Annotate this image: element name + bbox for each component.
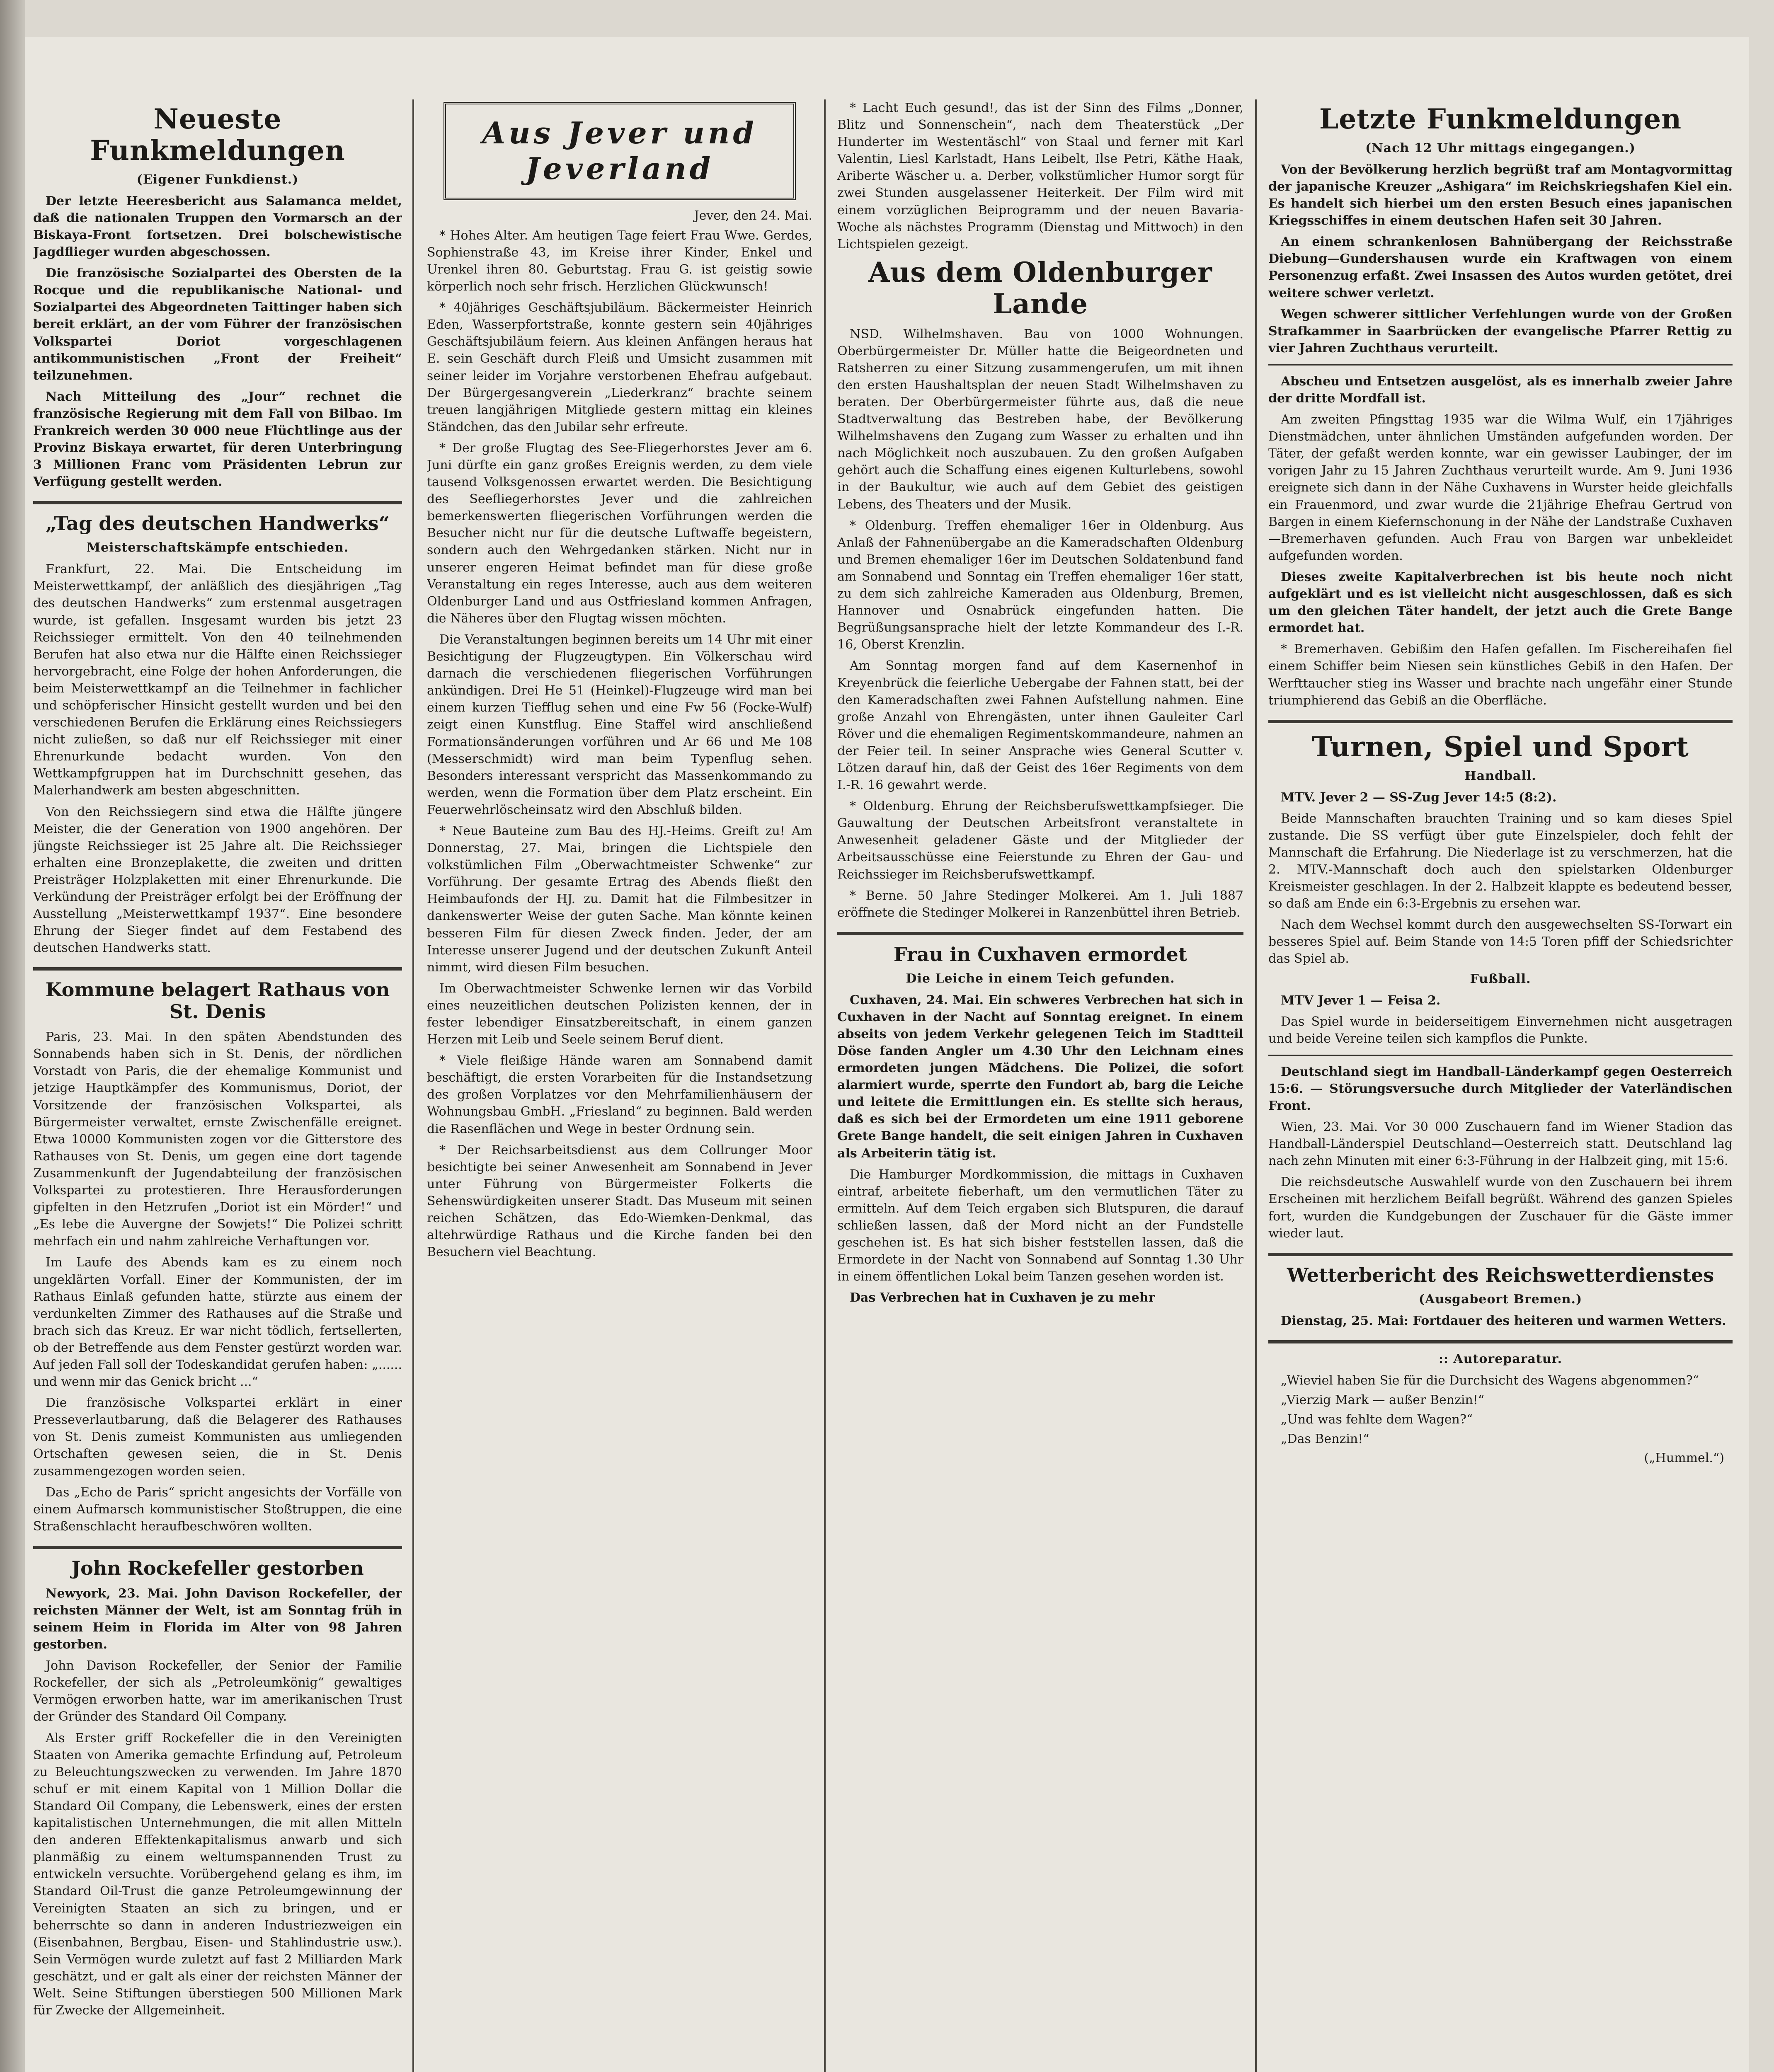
- divider: [33, 1546, 402, 1549]
- headline: Wetterbericht des Reichswetterdienstes: [1287, 1264, 1714, 1286]
- paragraph: * Viele fleißige Hände waren am Sonnabend damit beschäftigt, die ersten Vorarbeiten für die Instandsetzung des großen Vorplatzes vor den Mehrfamilienhäusern der Wohnungsbau GmbH. „Friesland“ zu beginnen. Bald werden die Rasenflächen und Wege in bester Ordnung sein.: [427, 1053, 812, 1136]
- quote-line: „Wieviel haben Sie für die Durchsicht des Wagens abgenommen?“: [1281, 1373, 1699, 1388]
- paragraph: Die reichsdeutsche Auswahlelf wurde von den Zuschauern bei ihrem Erscheinen mit herzlichem Beifall begrüßt. Während des ganzen Spieles fort, wurden die Kundgebungen der Zuschauer für die Gäste immer wieder laut.: [1268, 1175, 1733, 1241]
- paragraph: Die französische Volkspartei erklärt in einer Presseverlautbarung, daß die Belagerer des Rathauses von St. Denis zumeist Kommunisten aus umliegenden Ortschaften gewesen seien, die in St. Denis zusammengezogen worden seien.: [33, 1396, 402, 1479]
- paragraph: Das „Echo de Paris“ spricht angesichts der Vorfälle von einem Aufmarsch kommunistischer Stoßtruppen, die eine Straßenschlacht heraufbeschwören wollten.: [33, 1485, 402, 1534]
- paragraph: * Der Reichsarbeitsdienst aus dem Collrunger Moor besichtigte bei seiner Anwesenheit am Sonnabend in Jever unter Führung von Bürgermeister Folkerts die Sehenswürdigkeiten unserer Stadt. Das Museum mit seinen reichen Schätzen, das Edo-Wiemken-Denkmal, das altehrwürdige Rathaus und die Kirche fanden bei den Besuchern viel Beachtung.: [427, 1143, 812, 1260]
- headline: John Rockefeller gestorben: [71, 1556, 364, 1579]
- headline: Turnen, Spiel und Sport: [1312, 730, 1689, 763]
- headline: Neueste Funkmeldungen: [90, 103, 345, 167]
- subheadline: :: Autoreparatur.: [1438, 1351, 1563, 1366]
- paragraph: Im Oberwachtmeister Schwenke lernen wir das Vorbild eines neuzeitlichen deutschen Polizisten kennen, der in fester lebendiger Einsatzbereitschaft, in einem ganzen Herzen mit Leib und Seele seinem Beruf dient.: [427, 981, 812, 1047]
- divider: [1268, 1253, 1733, 1256]
- divider: [33, 501, 402, 504]
- subheadline: Meisterschaftskämpfe entschieden.: [86, 540, 349, 555]
- paragraph: Die Veranstaltungen beginnen bereits um 14 Uhr mit einer Besichtigung der Flugzeugtypen. Ein Völkerschau wird darnach die verschiedenen fliegerischen Vorführungen ankündigen. Drei He 51 (Heinkel)-Flugzeuge wird man bei einem kurzen Tiefflug sehen und eine Fw 56 (Focke-Wulf) zeigt einen Kunstflug. Eine Staffel wird anschließend Formationsänderungen vorführen und Ar 66 und Me 108 (Messerschmidt) wird man beim Typenflug sehen. Besonders interessant verspricht das Massenkommando zu werden, wenn die Formation über dem Platz erscheint. Ein Feuerwehrlöscheinsatz wird den Abschluß bilden.: [427, 632, 812, 817]
- divider: [837, 932, 1243, 935]
- column-2: [427, 99, 812, 2072]
- paragraph: Newyork, 23. Mai. John Davison Rockefeller, der reichsten Männer der Welt, ist am Sonntag früh in seinem Heim in Florida im Alter von 98 Jahren gestorben.: [33, 1586, 402, 1652]
- paragraph: Dienstag, 25. Mai: Fortdauer des heiteren und warmen Wetters.: [1281, 1313, 1726, 1328]
- paragraph: Von der Bevölkerung herzlich begrüßt traf am Montagvormittag der japanische Kreuzer „Ashigara“ im Reichskriegshafen Kiel ein. Es handelt sich hierbei um den ersten Besuch eines japanischen Kriegsschiffes in einem deutschen Hafen seit 30 Jahren.: [1268, 162, 1733, 228]
- headline: „Tag des deutschen Handwerks“: [45, 512, 390, 535]
- paragraph: * Neue Bauteine zum Bau des HJ.-Heims. Greift zu! Am Donnerstag, 27. Mai, bringen die Lichtspiele den volkstümlichen Film „Oberwachtmeister Schwenke“ zur Vorführung. Der gesamte Ertrag des Abends fließt den Heimbaufonds der HJ. zu. Damit hat die Filmbesitzer in dankenswerter Weise der guten Sache. Man könnte keinen besseren Film für diesen Zweck finden. Jeder, der am Interesse unserer Jugend und der deutschen Zukunft Anteil nimmt, wird diesen Film besuchen.: [427, 823, 812, 975]
- divider: [1268, 1340, 1733, 1343]
- paragraph: John Davison Rockefeller, der Senior der Familie Rockefeller, der sich als „Petroleumkönig“ gewaltiges Vermögen erworben hatte, war im amerikanischen Trust der Gründer des Standard Oil Company.: [33, 1658, 402, 1724]
- page-binding-shadow: [0, 0, 25, 2072]
- subheadline: Handball.: [1464, 768, 1536, 783]
- paragraph: Nach dem Wechsel kommt durch den ausgewechselten SS-Torwart ein besseres Spiel auf. Beim Stande von 14:5 Toren pfiff der Schiedsrichter das Spiel ab.: [1268, 917, 1733, 966]
- paragraph: Die Hamburger Mordkommission, die mittags in Cuxhaven eintraf, arbeitete fieberhaft, um den vermutlichen Täter zu ermitteln. Auf dem Teich ergaben sich Blutspuren, die darauf schließen lassen, daß der Mord nicht an der Fundstelle geschehen ist. Es hat sich bisher feststellen lassen, daß die Ermordete in der Nacht von Sonnabend auf Sonntag 1.30 Uhr in einem öffentlichen Lokal beim Tanzen gesehen worden ist.: [837, 1167, 1243, 1284]
- subheadline: (Nach 12 Uhr mittags eingegangen.): [1365, 140, 1636, 155]
- paragraph: Von den Reichssiegern sind etwa die Hälfte jüngere Meister, die der Generation von 1900 angehören. Der jüngste Reichssieger ist 25 Jahre alt. Die Reichssieger erhalten eine Bronzeplakette, die zweiten und dritten Preisträger Holzplaketten mit einer Ehrenurkunde. Die Verkündung der Preisträger erfolgt bei der Eröffnung der Ausstellung „Meisterwettkampf 1937“. Eine besondere Ehrung der Sieger findet auf dem Festabend des deutschen Handwerks statt.: [33, 804, 402, 956]
- paragraph: * Der große Flugtag des See-Fliegerhorstes Jever am 6. Juni dürfte ein ganz großes Ereignis werden, zu dem viele tausend Volksgenossen erwartet werden. Die Besichtigung des Seefliegerhorstes Jever und die zahlreichen bemerkenswerten fliegerischen Vorführungen werden die Besucher nicht nur für die deutsche Luftwaffe begeistern, sondern auch den Wehrgedanken stärken. Nicht nur in unserer engeren Heimat befindet man für diese große Veranstaltung ein reges Interesse, auch aus dem weiteren Oldenburger Land und aus Ostfriesland kommen Anfragen, die Näheres über den Flugtag wissen möchten.: [427, 441, 812, 626]
- paragraph: Das Spiel wurde in beiderseitigem Einvernehmen nicht ausgetragen und beide Vereine teilen sich kampflos die Punkte.: [1268, 1014, 1733, 1046]
- paragraph: Paris, 23. Mai. In den späten Abendstunden des Sonnabends haben sich in St. Denis, der nördlichen Vorstadt von Paris, die der ehemalige Kommunist und jetzige Hauptkämpfer des Kommunismus, Doriot, der Vorsitzende der französischen Volkspartei, als Bürgermeister verwaltet, ernste Zwischenfälle ereignet. Etwa 10000 Kommunisten zogen vor die Gitterstore des Rathauses von St. Denis, um gegen eine dort tagende Zusammenkunft der Jugendabteilung der französischen Volkspartei zu protestieren. Ihre Herausforderungen gipfelten in den Hetzrufen „Doriot ist ein Mörder!“ und „Es lebe die Auvergne der Sowjets!“ Die Polizei schritt mehrfach ein und nahm zahlreiche Verhaftungen vor.: [33, 1030, 402, 1249]
- paragraph: Der letzte Heeresbericht aus Salamanca meldet, daß die nationalen Truppen den Vormarsch an der Biskaya-Front fortsetzen. Drei bolschewistische Jagdflieger wurden abgeschossen.: [33, 194, 402, 260]
- quote-line: „Das Benzin!“: [1281, 1432, 1369, 1447]
- paragraph: * 40jähriges Geschäftsjubiläum. Bäckermeister Heinrich Eden, Wasserpfortstraße, konnte gestern sein 40jähriges Geschäftsjubiläum feiern. Aus kleinen Anfängen heraus hat E. sein Geschäft durch Fleiß und Umsicht zusammen mit seiner leider im Vorjahre verstorbenen Ehefrau aufgebaut. Der Bürgergesangverein „Liederkranz“ brachte seinem treuen langjährigen Mitgliede gestern mittag ein kleines Ständchen, das den Jubilar sehr erfreute.: [427, 300, 812, 434]
- paragraph: Cuxhaven, 24. Mai. Ein schweres Verbrechen hat sich in Cuxhaven in der Nacht auf Sonntag ereignet. In einem abseits von jedem Verkehr gelegenen Teich im Stadtteil Döse fanden Angler um 4.30 Uhr den Leichnam eines ermordeten jungen Mädchens. Die Polizei, die sofort alarmiert wurde, sperrte den Fundort ab, barg die Leiche und leitete die Ermittlungen ein. Es stellte sich heraus, daß es sich bei der Ermordeten um eine 1911 geborene Grete Bange handelt, die seit einigen Jahren in Cuxhaven als Arbeiterin tätig ist.: [837, 992, 1243, 1161]
- paragraph: Abscheu und Entsetzen ausgelöst, als es innerhalb zweier Jahre der dritte Mordfall ist.: [1268, 374, 1733, 406]
- paragraph: Am zweiten Pfingsttag 1935 war die Wilma Wulf, ein 17jähriges Dienstmädchen, unter ähnlichen Umständen aufgefunden worden. Der Täter, der gefaßt werden konnte, war ein gewisser Laubinger, der im vorigen Jahr zu 15 Jahren Zuchthaus verurteilt wurde. Am 9. Juni 1936 ereignete sich dann in der Nähe Cuxhavens in Wurster heide gleichfalls ein Frauenmord, und zwar wurde die 21jährige Ehefrau Gertrud von Bargen in einem Kiefernschonung in der Nähe der Landstraße Cuxhaven—Bremerhaven gefunden. Auch Frau von Bargen war unbekleidet aufgefunden worden.: [1268, 412, 1733, 563]
- headline: Kommune belagert Rathaus von St. Denis: [45, 978, 390, 1023]
- dateline: Jever, den 24. Mai.: [694, 208, 812, 223]
- paragraph: MTV. Jever 2 — SS-Zug Jever 14:5 (8:2).: [1281, 790, 1557, 805]
- subheadline: (Eigener Funkdienst.): [136, 172, 299, 187]
- divider: [33, 967, 402, 971]
- column-rule: [824, 99, 826, 2072]
- paragraph: Wegen schwerer sittlicher Verfehlungen wurde von der Großen Strafkammer in Saarbrücken der evangelische Pfarrer Rettig zu vier Jahren Zuchthaus verurteilt.: [1268, 307, 1733, 356]
- headline: Frau in Cuxhaven ermordet: [893, 943, 1188, 966]
- paragraph: * Hohes Alter. Am heutigen Tage feiert Frau Wwe. Gerdes, Sophienstraße 43, im Kreise ihrer Kinder, Enkel und Urenkel ihren 80. Geburtstag. Frau G. ist geistig sowie körperlich noch sehr frisch. Herzlichen Glückwunsch!: [427, 228, 812, 294]
- quote-line: „Und was fehlte dem Wagen?“: [1281, 1412, 1473, 1427]
- paragraph: Dieses zweite Kapitalverbrechen ist bis heute noch nicht aufgeklärt und es ist vielleicht nicht ausgeschlossen, daß es sich um den gleichen Täter handelt, der jetzt auch die Grete Bange ermordet hat.: [1268, 569, 1733, 636]
- paragraph: An einem schrankenlosen Bahnübergang der Reichsstraße Diebung—Gundershausen wurde ein Kraftwagen von einem Personenzug erfaßt. Zwei Insassen des Autos wurden getötet, drei weitere schwer verletzt.: [1268, 235, 1733, 300]
- paragraph: MTV Jever 1 — Feisa 2.: [1281, 993, 1441, 1008]
- paragraph: Beide Mannschaften brauchten Training und so kam dieses Spiel zustande. Die SS verfügt über gute Einzelspieler, doch fehlt der Mannschaft die Erfahrung. Die Niederlage ist zu verschmerzen, hat die 2. MTV.-Mannschaft doch auch den spielstarken Oldenburger Kreismeister geschlagen. In der 2. Halbzeit klappte es bedeutend besser, so daß am Ende ein 6:3-Ergebnis zu ersehen war.: [1268, 811, 1733, 911]
- column-4: [1268, 99, 1733, 2072]
- paragraph: Die französische Sozialpartei des Obersten de la Rocque und die republikanische National- und Sozialpartei des Abgeordneten Taittinger haben sich bereit erklärt, an der vom Führer der französischen Volkspartei Doriot vorgeschlagenen antikommunistischen „Front der Freiheit“ teilzunehmen.: [33, 266, 402, 383]
- column-rule: [1255, 99, 1257, 2072]
- quote-line: „Vierzig Mark — außer Benzin!“: [1281, 1392, 1485, 1407]
- paragraph: * Lacht Euch gesund!, das ist der Sinn des Films „Donner, Blitz und Sonnenschein“, nach dem Theaterstück „Der Hunderter im Westentäschl“ von Staal und ferner mit Karl Valentin, Liesl Karlstadt, Hans Leibelt, Ilse Petri, Käthe Haak, Ariberte Wäscher u. a. Derber, volkstümlicher Humor sorgt für zwei Stunden ausgelassener Heiterkeit. Der Film wird mit einem vorzüglichen Beiprogramm und der neuen Bavaria-Woche als nächstes Programm (Dienstag und Mittwoch) in den Lichtspielen gezeigt.: [837, 101, 1243, 252]
- divider: [1268, 364, 1733, 366]
- paragraph: Frankfurt, 22. Mai. Die Entscheidung im Meisterwettkampf, der anläßlich des diesjährigen „Tag des deutschen Handwerks“ zum erstenmal ausgetragen wurde, ist gefallen. Insgesamt wurden bis jetzt 23 Reichssieger ermittelt. Von den 40 teilnehmenden Berufen hat also etwa nur die Hälfte einen Reichssieger hervorgebracht, eine Folge der hohen Anforderungen, die beim Meisterwettkampf an die Teilnehmer in fachlicher und schöpferischer Hinsicht gestellt wurden und bei den verschiedenen Berufen die Erklärung eines Reichssiegers nicht zuließen, so daß nur elf Reichssieger mit einer Ehrenurkunde bedacht wurden. Von den Wettkampfgruppen hat im Durchschnitt gesehen, das Malerhandwerk am besten abgeschnitten.: [33, 562, 402, 798]
- paragraph: Das Verbrechen hat in Cuxhaven je zu mehr: [850, 1290, 1155, 1305]
- signature: („Hummel.“): [1644, 1451, 1724, 1466]
- paragraph: * Oldenburg. Ehrung der Reichsberufswettkampfsieger. Die Gauwaltung der Deutschen Arbeitsfront veranstaltete in Anwesenheit geladener Gäste und der Mitglieder der Arbeitsausschüsse eine Feierstunde zu Ehren der Gau- und Reichssieger im Reichsberufswettkampf.: [837, 799, 1243, 882]
- newspaper-page: [25, 37, 1749, 2072]
- subheadline: Die Leiche in einem Teich gefunden.: [906, 971, 1175, 986]
- paragraph: * Oldenburg. Treffen ehemaliger 16er in Oldenburg. Aus Anlaß der Fahnenübergabe an die Kameradschaften Oldenburg und Bremen ehemaliger 16er im Deutschen Soldatenbund fand am Sonnabend und Sonntag ein Treffen ehemaliger 16er statt, zu dem sich zahlreiche Kameraden aus Oldenburg, Bremen, Hannover und Osnabrück eingefunden hatten. Die Begrüßungsansprache hielt der letzte Kommandeur des I.-R. 16, Oberst Krenzlin.: [837, 518, 1243, 652]
- paragraph: * Berne. 50 Jahre Stedinger Molkerei. Am 1. Juli 1887 eröffnete die Stedinger Molkerei in Ranzenbüttel ihren Betrieb.: [837, 888, 1243, 920]
- column-1: [33, 99, 402, 2072]
- section-masthead-box: Aus Jever und Jeverland: [444, 102, 796, 200]
- column-rule: [412, 99, 414, 2072]
- paragraph: Als Erster griff Rockefeller die in den Vereinigten Staaten von Amerika gemachte Erfindung auf, Petroleum zu Beleuchtungszwecken zu verwenden. Im Jahre 1870 schuf er mit einem Kapital von 1 Million Dollar die Standard Oil Company, die Lebenswerk, eines der ersten kapitalistischen Unternehmungen, die mit allen Mitteln den anderen Effektenkapitalismus anwarb und sich planmäßig zu einem weltumspannenden Trust zu entwickeln versuchte. Vorübergehend gelang es ihm, im Standard Oil-Trust die ganze Petroleumgewinnung der Vereinigten Staaten an sich zu bringen, und er beherrschte so dann in anderen Industriezweigen ein (Eisenbahnen, Bergbau, Eisen- und Stahlindustrie usw.). Sein Vermögen wurde zuletzt auf fast 2 Milliarden Mark geschätzt, und er galt als einer der reichsten Männer der Welt. Seine Stiftungen überstiegen 500 Millionen Mark für Zwecke der Allgemeinheit.: [33, 1731, 402, 2018]
- divider: [1268, 720, 1733, 723]
- paragraph: Nach Mitteilung des „Jour“ rechnet die französische Regierung mit dem Fall von Bilbao. Im Frankreich werden 30 000 neue Flüchtlinge aus der Provinz Biskaya erwartet, für deren Unterbringung 3 Millionen Franc vom Präsidenten Lebrun zur Verfügung gestellt werden.: [33, 389, 402, 489]
- paragraph: Am Sonntag morgen fand auf dem Kasernenhof in Kreyenbrück die feierliche Uebergabe der Fahnen statt, bei der den Kameradschaften zwei Fahnen Aufstellung nahmen. Eine große Anzahl von Ehrengästen, unter ihnen Gauleiter Carl Röver und die ehemaligen Regimentskommandeure, nahmen an der Feier teil. In seiner Ansprache wies General Scutter v. Lötzen darauf hin, daß der Geist des 16er Regiments von dem I.-R. 16 gewahrt werde.: [837, 658, 1243, 793]
- subheadline: Fußball.: [1470, 971, 1531, 986]
- column-3: [837, 99, 1243, 2072]
- divider: [1268, 1055, 1733, 1056]
- paragraph: NSD. Wilhelmshaven. Bau von 1000 Wohnungen. Oberbürgermeister Dr. Müller hatte die Beigeordneten und Ratsherren zu einer Sitzung zusammengerufen, um mit ihnen den ersten Haushaltsplan der neuen Stadt Wilhelmshaven zu beraten. Der Oberbürgermeister führte aus, daß die neue Stadtverwaltung das Bestreben habe, der Bevölkerung Wilhelmshavens den Zugang zum Wasser zu erhalten und ihn nach Möglichkeit noch auszubauen. Zu den großen Aufgaben gehört auch die Schaffung eines eigenen Kulturlebens, sowohl in der Baukultur, wie auch auf dem Gebiet des geistigen Lebens, des Theaters und der Musik.: [837, 327, 1243, 512]
- subheadline: (Ausgabeort Bremen.): [1418, 1292, 1583, 1307]
- paragraph: Deutschland siegt im Handball-Länderkampf gegen Oesterreich 15:6. — Störungsversuche durch Mitglieder der Vaterländischen Front.: [1268, 1064, 1733, 1113]
- paragraph: Wien, 23. Mai. Vor 30 000 Zuschauern fand im Wiener Stadion das Handball-Länderspiel Deutschland—Oesterreich statt. Deutschland lag nach zehn Minuten mit einer 6:3-Führung in der Halbzeit ging, mit 15:6.: [1268, 1120, 1733, 1169]
- paragraph: * Bremerhaven. Gebißim den Hafen gefallen. Im Fischereihafen fiel einem Schiffer beim Niesen sein künstliches Gebiß in den Hafen. Der Werfttaucher stieg ins Wasser und brachte nach ungefähr einer Stunde triumphierend das Gebiß an die Oberfläche.: [1268, 642, 1733, 708]
- paragraph: Im Laufe des Abends kam es zu einem noch ungeklärten Vorfall. Einer der Kommunisten, der im Rathaus Einlaß gefunden hatte, stürzte aus einem der verdunkelten Zimmer des Rathauses auf die Straße und brach sich das Kreuz. Er war nicht tödlich, fertsellerten, ob der Betreffende aus dem Fenster gestürzt worden war. Auf jeden Fall soll der Todeskandidat gerufen haben: „...... und wenn mir das Genick bricht ...“: [33, 1255, 402, 1389]
- headline: Aus dem Oldenburger Lande: [868, 256, 1212, 320]
- headline: Letzte Funkmeldungen: [1319, 103, 1682, 135]
